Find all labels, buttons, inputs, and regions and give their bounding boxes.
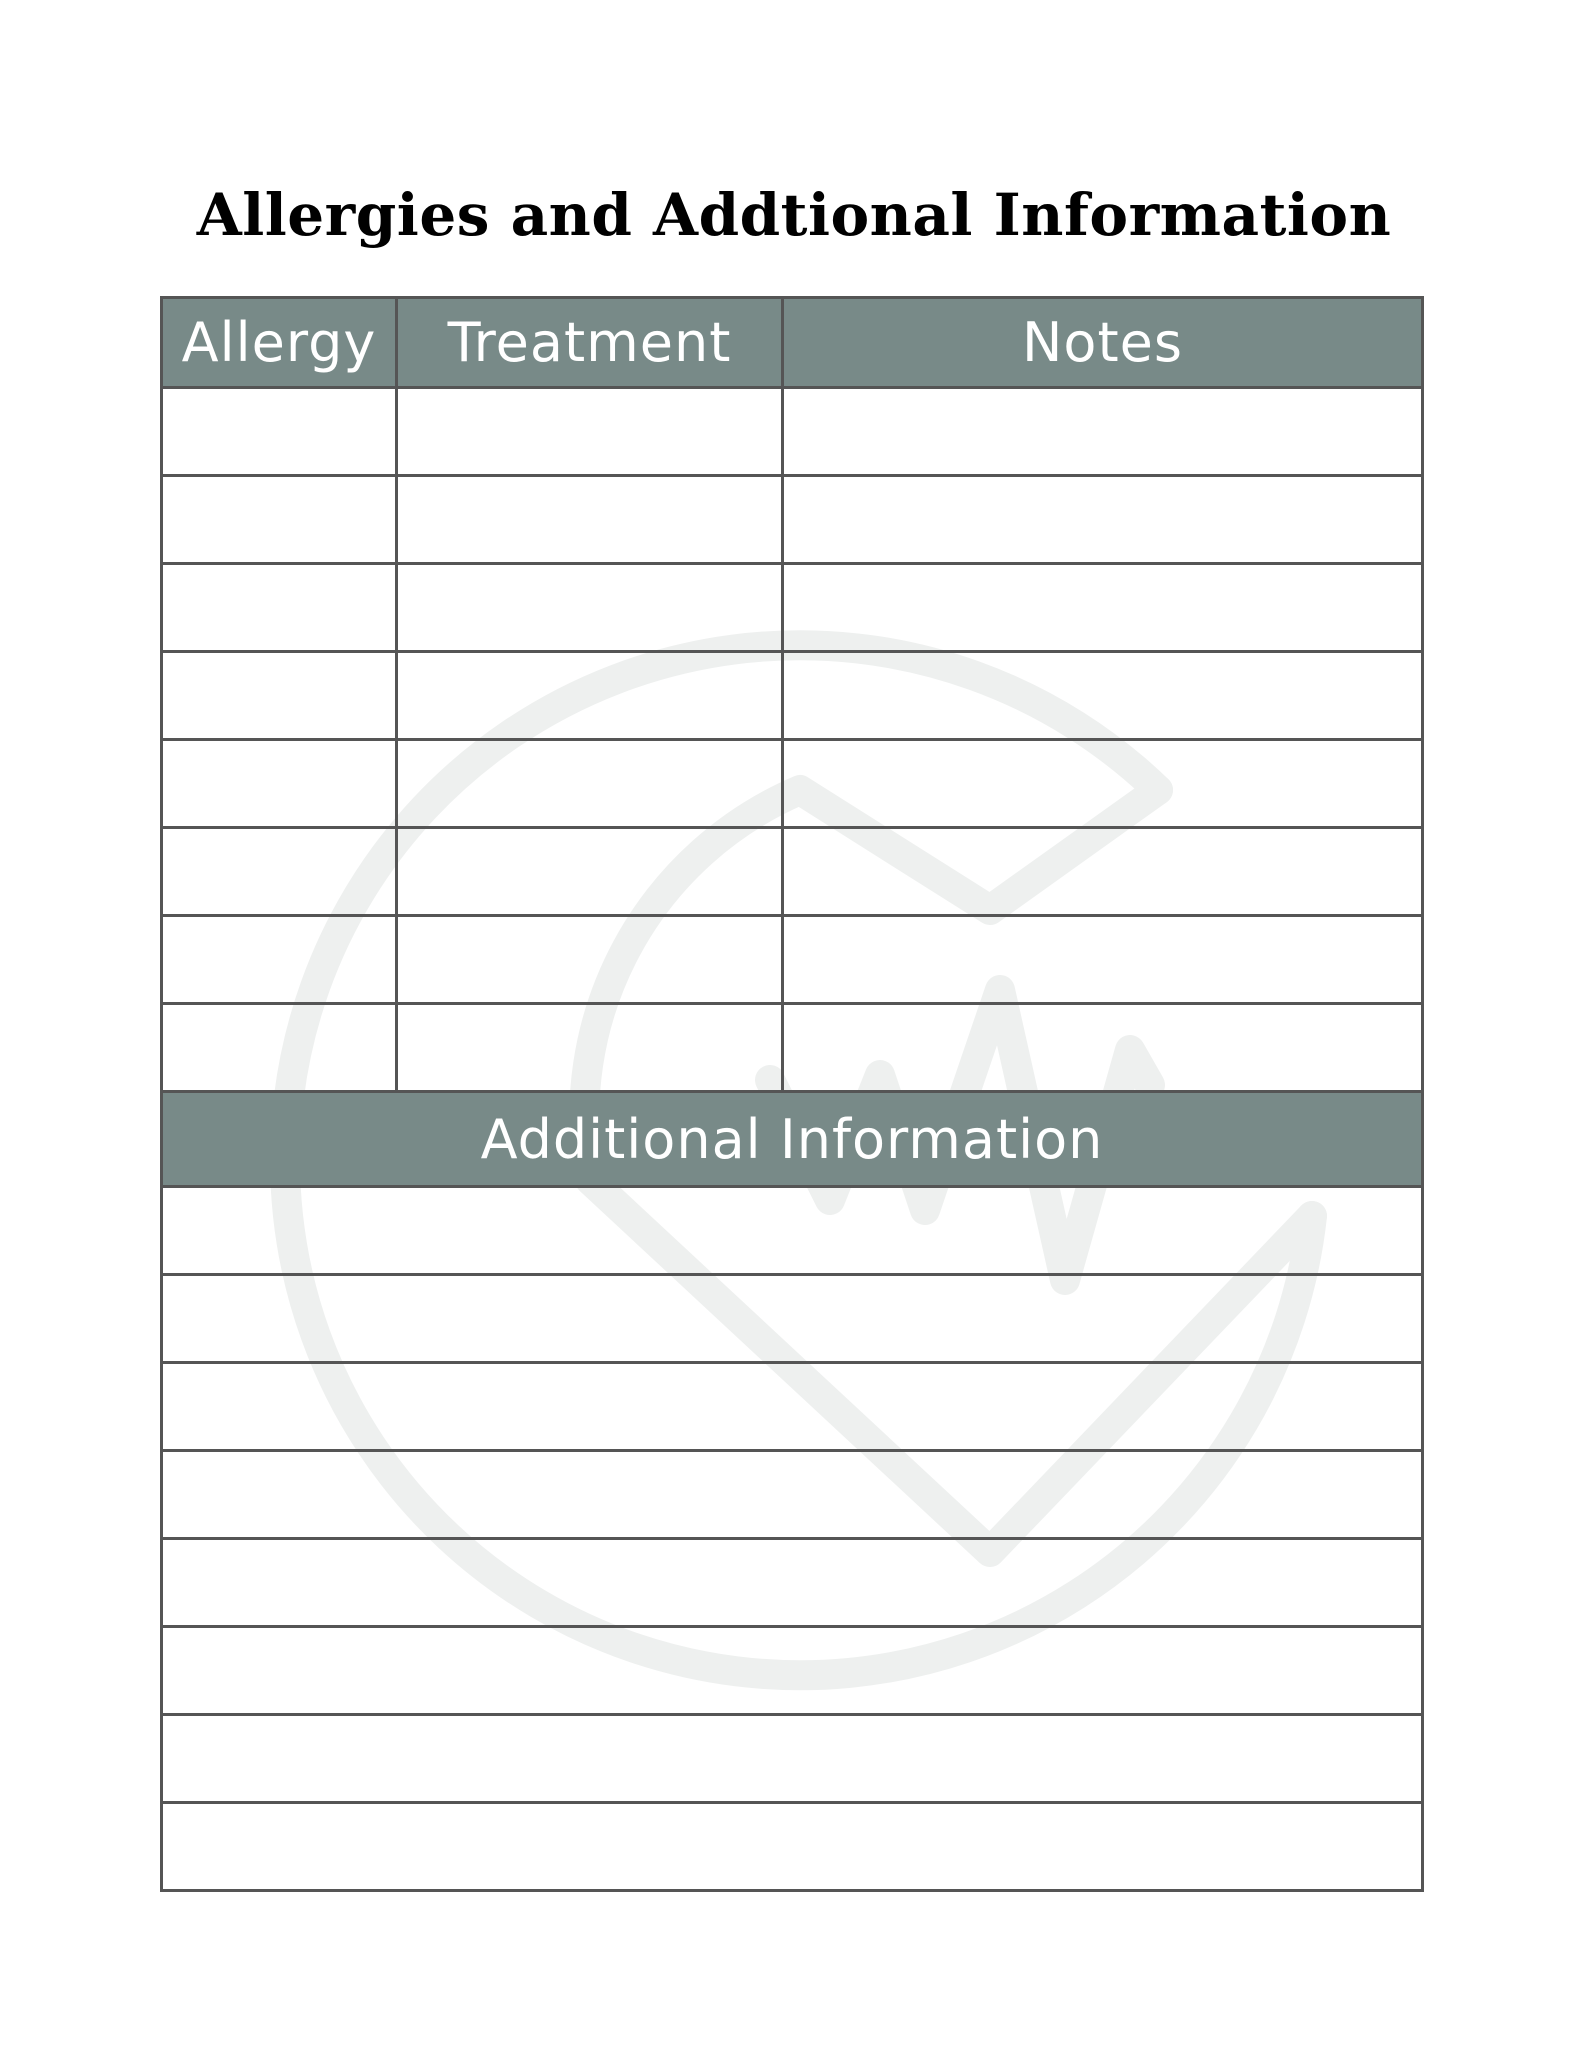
table-row: [163, 741, 1421, 829]
additional-info-header-label: Additional Information: [480, 1107, 1104, 1171]
additional-info-line[interactable]: [163, 1364, 1421, 1452]
treatment-cell[interactable]: [398, 653, 784, 738]
treatment-cell[interactable]: [398, 917, 784, 1002]
table-row: [163, 477, 1421, 565]
header-allergy-label: Allergy: [181, 311, 377, 374]
additional-info-line[interactable]: [163, 1276, 1421, 1364]
notes-cell[interactable]: [784, 829, 1421, 914]
allergy-cell[interactable]: [163, 477, 398, 562]
allergy-cell[interactable]: [163, 565, 398, 650]
additional-info-line[interactable]: [163, 1188, 1421, 1276]
notes-cell[interactable]: [784, 917, 1421, 1002]
allergy-form-table: [160, 296, 1424, 1892]
table-row: [163, 389, 1421, 477]
additional-info-line[interactable]: [163, 1804, 1421, 1889]
additional-info-line[interactable]: [163, 1540, 1421, 1628]
notes-cell[interactable]: [784, 1005, 1421, 1090]
treatment-cell[interactable]: [398, 565, 784, 650]
additional-info-line[interactable]: [163, 1628, 1421, 1716]
header-allergy: [163, 299, 398, 386]
allergy-cell[interactable]: [163, 741, 398, 826]
table-row: [163, 829, 1421, 917]
additional-info-line[interactable]: [163, 1452, 1421, 1540]
treatment-cell[interactable]: [398, 829, 784, 914]
treatment-cell[interactable]: [398, 1005, 784, 1090]
notes-cell[interactable]: [784, 653, 1421, 738]
page-title: Allergies and Addtional Information: [196, 181, 1392, 249]
header-treatment-label: Treatment: [447, 311, 732, 374]
treatment-cell[interactable]: [398, 741, 784, 826]
allergy-cell[interactable]: [163, 917, 398, 1002]
table-row: [163, 1005, 1421, 1093]
allergy-cell[interactable]: [163, 1005, 398, 1090]
notes-cell[interactable]: [784, 477, 1421, 562]
table-row: [163, 565, 1421, 653]
allergy-cell[interactable]: [163, 653, 398, 738]
header-notes-label: Notes: [1022, 311, 1183, 374]
header-treatment: [398, 299, 784, 386]
additional-info-line[interactable]: [163, 1716, 1421, 1804]
notes-cell[interactable]: [784, 389, 1421, 474]
allergy-cell[interactable]: [163, 389, 398, 474]
table-header-row: [163, 299, 1421, 389]
notes-cell[interactable]: [784, 565, 1421, 650]
header-notes: [784, 299, 1421, 386]
treatment-cell[interactable]: [398, 389, 784, 474]
additional-info-header: [163, 1093, 1421, 1188]
table-row: [163, 917, 1421, 1005]
notes-cell[interactable]: [784, 741, 1421, 826]
treatment-cell[interactable]: [398, 477, 784, 562]
table-row: [163, 653, 1421, 741]
allergy-cell[interactable]: [163, 829, 398, 914]
